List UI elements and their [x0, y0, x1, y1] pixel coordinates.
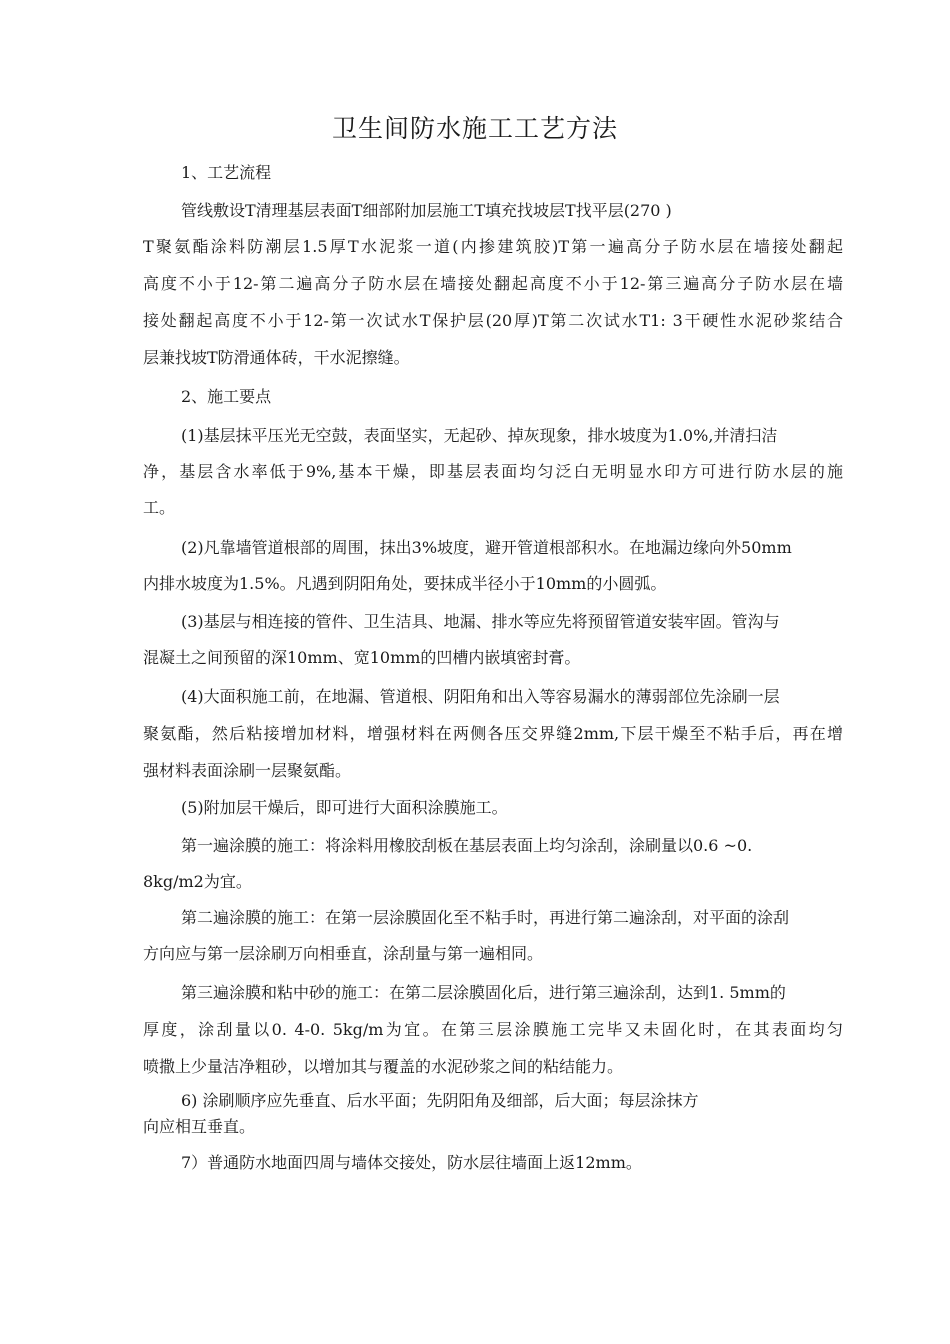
body-line: 净，基层含水率低于9%,基本干燥，即基层表面均匀泛白无明显水印方可进行防水层的施 [143, 462, 843, 481]
body-line: 6) 涂刷顺序应先垂直、后水平面；先阴阳角及细部，后大面；每层涂抹方 [181, 1091, 699, 1110]
paragraph-3 [143, 604, 843, 676]
body-line: (3)基层与相连接的管件、卫生洁具、地漏、排水等应先将预留管道安装牢固。管沟与 [181, 612, 780, 631]
body-line: (2)凡靠墙管道根部的周围，抹出3%坡度，避开管道根部积水。在地漏边缘向外50mm [181, 538, 792, 557]
body-line: 第一遍涂膜的施工：将涂料用橡胶刮板在基层表面上均匀涂刮，涂刷量以0.6 ~0. [181, 836, 753, 855]
section-1-heading [143, 156, 843, 190]
body-line: 第三遍涂膜和粘中砂的施工：在第二层涂膜固化后，进行第三遍涂刮，达到1. 5mm的 [181, 983, 786, 1002]
body-line: (5)附加层干燥后，即可进行大面积涂膜施工。 [181, 798, 508, 817]
paragraph-9 [143, 1088, 843, 1140]
body-line: 8kg/m2为宜。 [143, 872, 252, 891]
body-line: 高度不小于12-第二遍高分子防水层在墙接处翻起高度不小于12-第三遍高分子防水层在墙 [143, 274, 843, 293]
body-line: 第二遍涂膜的施工：在第一层涂膜固化至不粘手时，再进行第二遍涂刮，对平面的涂刮 [181, 908, 790, 927]
body-line: 内排水坡度为1.5%。凡遇到阴阳角处，要抹成半径小于10mm的小圆弧。 [143, 574, 667, 593]
body-line: (4)大面积施工前，在地漏、管道根、阴阳角和出入等容易漏水的薄弱部位先涂刷一层 [181, 687, 780, 706]
body-line: 管线敷设T清理基层表面T细部附加层施工T填充找坡层T找平层(270 ) [181, 201, 672, 220]
section-2-heading [143, 380, 843, 414]
body-line: 混凝土之间预留的深10mm、宽10mm的凹槽内嵌填密封膏。 [143, 648, 581, 667]
paragraph-7 [143, 900, 843, 972]
paragraph-4 [143, 678, 843, 789]
document-title: 卫生间防水施工工艺方法 [331, 114, 618, 143]
paragraph-10 [143, 1146, 843, 1180]
body-line: 聚氨酯，然后粘接增加材料，增强材料在两侧各压交界缝2mm,下层干燥至不粘手后，再在增 [143, 724, 843, 743]
heading-text: 1、工艺流程 [181, 163, 272, 182]
paragraph-1 [143, 418, 843, 526]
body-line: 工。 [143, 498, 176, 517]
body-line: 厚度，涂刮量以0. 4-0. 5kg/m为宜。在第三层涂膜施工完毕又未固化时，在其表面均匀 [143, 1020, 843, 1039]
paragraph-6 [143, 828, 843, 900]
section-1-body [143, 194, 843, 376]
body-line: T聚氨酯涂料防潮层1.5厚T水泥浆一道(内掺建筑胶)T第一遍高分子防水层在墙接处翻起 [143, 237, 843, 256]
body-line: 7）普通防水地面四周与墙体交接处，防水层往墙面上返12mm。 [181, 1153, 642, 1172]
paragraph-5 [143, 790, 843, 826]
heading-text: 2、施工要点 [181, 387, 272, 406]
body-line: 强材料表面涂刷一层聚氨酯。 [143, 761, 352, 780]
paragraph-8 [143, 974, 843, 1085]
body-line: (1)基层抹平压光无空鼓，表面坚实，无起砂、掉灰现象，排水坡度为1.0%,并清扫洁 [181, 426, 778, 445]
body-line: 向应相互垂直。 [143, 1117, 256, 1136]
body-line: 层兼找坡T防滑通体砖，干水泥擦缝。 [143, 348, 410, 367]
body-line: 方向应与第一层涂刷万向相垂直，涂刮量与第一遍相同。 [143, 944, 544, 963]
body-line: 喷撒上少量洁净粗砂，以增加其与覆盖的水泥砂浆之间的粘结能力。 [143, 1057, 624, 1076]
body-line: 接处翻起高度不小于12-第一次试水T保护层(20厚)T第二次试水T1: 3干硬性水泥砂浆结合 [143, 311, 843, 330]
paragraph-2 [143, 530, 843, 602]
